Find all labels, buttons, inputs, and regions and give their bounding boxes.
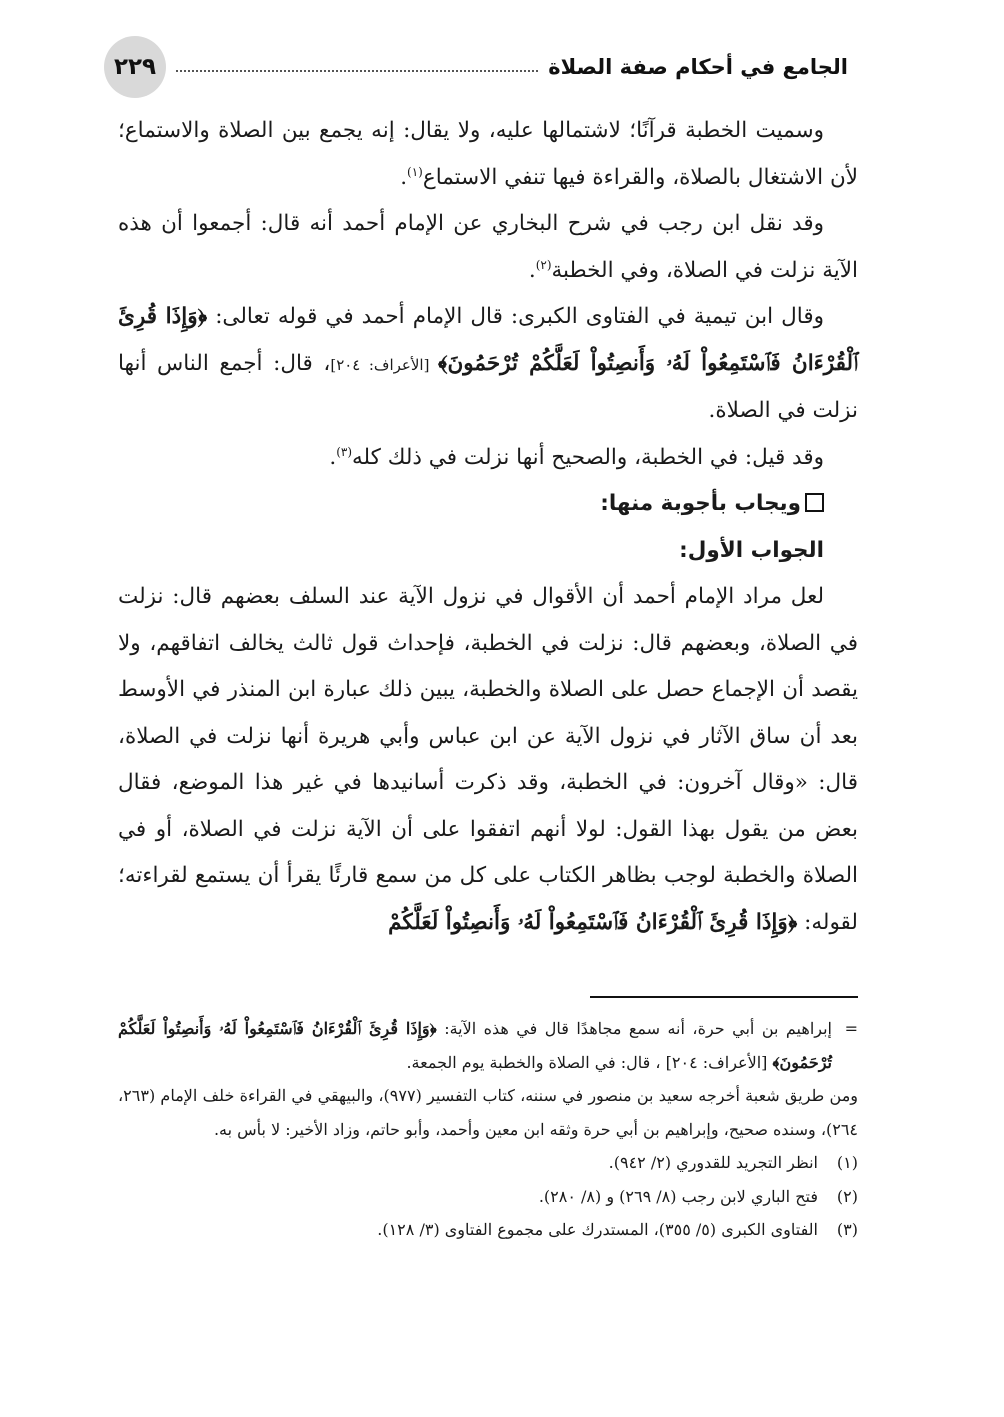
paragraph-4: وقد قيل: في الخطبة، والصحيح أنها نزلت في ذلك كله$^{(٣)}$.: [329, 444, 824, 470]
footnote-quran-verse: ﴿وَإِذَا قُرِئَ ٱلْقُرْءَانُ فَٱسْتَمِعُواْ لَهُۥ وَأَنصِتُواْ لَعَلَّكُمْ تُرْحَمُونَ﴾: [118, 1019, 832, 1072]
continuation-mark: =: [844, 1019, 858, 1038]
checkbox-square-icon: [805, 493, 824, 512]
footnote-number: (١): [836, 1153, 858, 1172]
footnote-1: [118, 1146, 858, 1180]
footnote-ref-2[interactable]: (٢): [535, 257, 552, 272]
page-number-badge: [104, 36, 166, 98]
footnote-text: فتح الباري لابن رجب (٨/ ٢٦٩) و (٨/ ٢٨٠).: [538, 1186, 818, 1206]
footnotes: [118, 1012, 858, 1247]
paragraph-2: وقد نقل ابن رجب في شرح البخاري عن الإمام أحمد أنه قال: أجمعوا أن هذه الآية نزلت في الصلاة، وفي الخطبة$^{(٢)}$.: [118, 211, 858, 283]
footnote-number: (٣): [836, 1220, 858, 1239]
section-heading-answers: ويجاب بأجوبة منها:: [118, 481, 858, 528]
footnote-number: (٢): [836, 1186, 858, 1206]
footnote-2: [118, 1180, 858, 1214]
footnote-text: الفتاوى الكبرى (٥/ ٣٥٥)، المستدرك على مجموع الفتاوى (٣/ ١٢٨).: [377, 1220, 818, 1239]
footnote-continuation: = إبراهيم بن أبي حرة، أنه سمع مجاهدًا قال في هذه الآية: ﴿وَإِذَا قُرِئَ ٱلْقُرْءَانُ فَٱسْتَمِعُواْ لَهُۥ وَأَنصِتُواْ لَعَلَّكُمْ تُرْحَمُونَ﴾ [الأعراف: ٢٠٤] ، قال: في الصلاة والخطبة يوم الجمعة.: [118, 1012, 858, 1079]
quran-verse: ﴿وَإِذَا قُرِئَ ٱلْقُرْءَانُ فَٱسْتَمِعُواْ لَهُۥ وَأَنصِتُواْ لَعَلَّكُمْ تُرْحَمُونَ﴾: [118, 304, 859, 376]
paragraph-1: وسميت الخطبة قرآنًا؛ لاشتمالها عليه، ولا يقال: إنه يجمع بين الصلاة والاستماع؛ لأن الاشتغال بالصلاة، والقراءة فيها تنفي الاستماع$^{(١)}$.: [118, 118, 858, 190]
footnote-ref-1[interactable]: (١): [407, 164, 423, 179]
footnote-separator: [590, 996, 858, 998]
verse-citation: [الأعراف: ٢٠٤]: [330, 355, 438, 374]
header-dotted-leader: [176, 70, 538, 72]
main-text: [118, 108, 858, 946]
quran-verse-2: ﴿وَإِذَا قُرِئَ ٱلْقُرْءَانُ فَٱسْتَمِعُواْ لَهُۥ وَأَنصِتُواْ لَعَلَّكُمْ: [388, 909, 798, 935]
section-heading-first-answer: الجواب الأول:: [679, 537, 824, 563]
paragraph-5: لعل مراد الإمام أحمد أن الأقوال في نزول الآية عند السلف بعضهم قال: نزلت في الصلاة، وبعضهم قال: نزلت في الخطبة، فإحداث قول ثالث يخالف اتفاقهم، ولا يقصد أن الإجماع حصل على الصلاة والخطبة، يبين ذلك عبارة ابن المنذر في الأوسط بعد أن ساق الآثار في نزول الآية عن ابن عباس وأبي هريرة أنها نزلت في الصلاة، قال: «وقال آخرون: في الخطبة، وقد ذكرت أسانيدها في غير هذا الموضع، فقال بعض من يقول بهذا القول: لولا أنهم اتفقوا على أن الآية نزلت في الصلاة، أو في الصلاة والخطبة لوجب بظاهر الكتاب على كل من سمع قارئًا يقرأ أن يستمع لقراءته؛ لقوله: ﴿وَإِذَا قُرِئَ ٱلْقُرْءَانُ فَٱسْتَمِعُواْ لَهُۥ وَأَنصِتُواْ لَعَلَّكُمْ: [118, 584, 858, 935]
paragraph-3: وقال ابن تيمية في الفتاوى الكبرى: قال الإمام أحمد في قوله تعالى: ﴿وَإِذَا قُرِئَ ٱلْقُرْءَانُ فَٱسْتَمِعُواْ لَهُۥ وَأَنصِتُواْ لَعَلَّكُمْ تُرْحَمُونَ﴾ [الأعراف: ٢٠٤]، قال: أجمع الناس أنها نزلت في الصلاة.: [118, 304, 859, 423]
footnote-text: انظر التجريد للقدوري (٢/ ٩٤٢).: [608, 1153, 818, 1172]
page-number: ٢٢٩: [113, 54, 157, 80]
footnote-continuation-2: ومن طريق شعبة أخرجه سعيد بن منصور في سننه، كتاب التفسير (٩٧٧)، والبيهقي في القراءة خلف الإمام (٢٦٣، ٢٦٤)، وسنده صحيح، وإبراهيم بن أبي حرة وثقه ابن معين وأحمد، وأبو حاتم، وزاد الأخير: لا بأس به.: [118, 1086, 859, 1139]
footnote-3: [118, 1213, 858, 1247]
book-title: الجامع في أحكام صفة الصلاة: [548, 55, 848, 79]
footnote-ref-3[interactable]: (٣): [336, 444, 353, 459]
running-header: [108, 42, 848, 92]
